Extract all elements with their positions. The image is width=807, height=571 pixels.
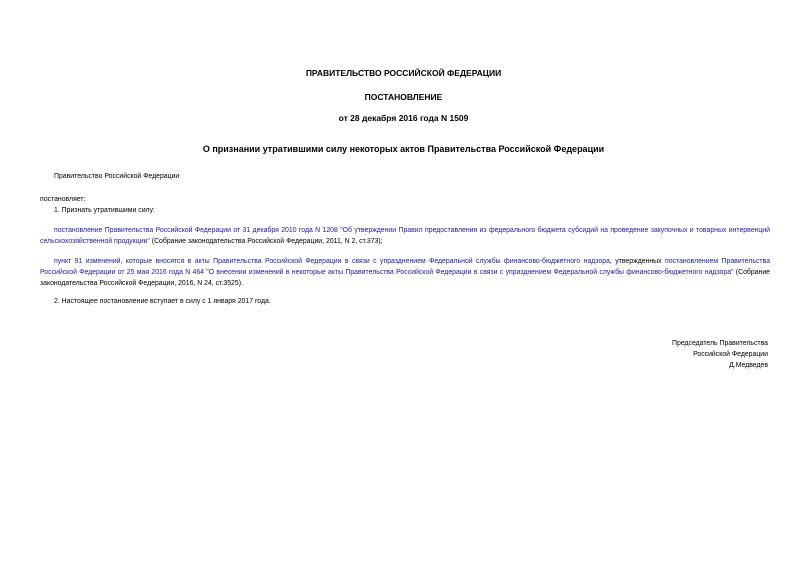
doc-type: ПОСТАНОВЛЕНИЕ bbox=[364, 92, 443, 102]
item-2: 2. Настоящее постановление вступает в силу с 1 января 2017 года. bbox=[54, 298, 271, 305]
doc-date-number: от 28 декабря 2016 года N 1509 bbox=[338, 113, 469, 123]
act-link-464[interactable]: постановлением Правительства Российской Федерации от 25 мая 2016 года N 464 "О внесении изменений в некоторые акты Правительства Российской Федерации в связи с упразднением Федеральной службы финансово-бюджетного надзора" bbox=[40, 258, 770, 276]
repeal-paragraph-2 bbox=[40, 256, 770, 289]
doc-subject: О признании утратившими силу некоторых актов Правительства Российской Федерации bbox=[202, 144, 605, 154]
gov-name: Правительство Российской Федерации bbox=[54, 173, 180, 180]
signature-org: Российской Федерации bbox=[693, 351, 768, 358]
item-1: 1. Признать утратившими силу: bbox=[54, 207, 155, 214]
signature-name: Д.Медведев bbox=[729, 362, 768, 369]
org-title: ПРАВИТЕЛЬСТВО РОССИЙСКОЙ ФЕДЕРАЦИИ bbox=[305, 68, 502, 78]
repeal-paragraph-1 bbox=[40, 225, 770, 247]
repeal-paragraph-1-tail: (Собрание законодательства Российской Федерации, 2011, N 2, ст.373); bbox=[149, 238, 383, 245]
act-link-item-91[interactable]: пункт 91 изменений, которые вносятся в акты Правительства Российской Федерации в связи с упразднением Федеральной службы финансово-бюджетного надзора bbox=[54, 258, 610, 265]
repeal-paragraph-2-mid: , утвержденных bbox=[609, 258, 665, 265]
signature-position: Председатель Правительства bbox=[672, 340, 768, 347]
resolves-text: постановляет: bbox=[40, 196, 86, 203]
act-link-1208[interactable]: постановление Правительства Российской Федерации от 31 декабря 2010 года N 1208 "Об утверждении Правил предоставления из федерального бюджета субсидий на проведение закупочных и товарных интервенций сельскохозяйственной продукции" bbox=[40, 227, 770, 245]
repeal-paragraph-2-tail: (Собрание законодательства Российской Федерации, 2016, N 24, ст.3525). bbox=[40, 269, 770, 287]
